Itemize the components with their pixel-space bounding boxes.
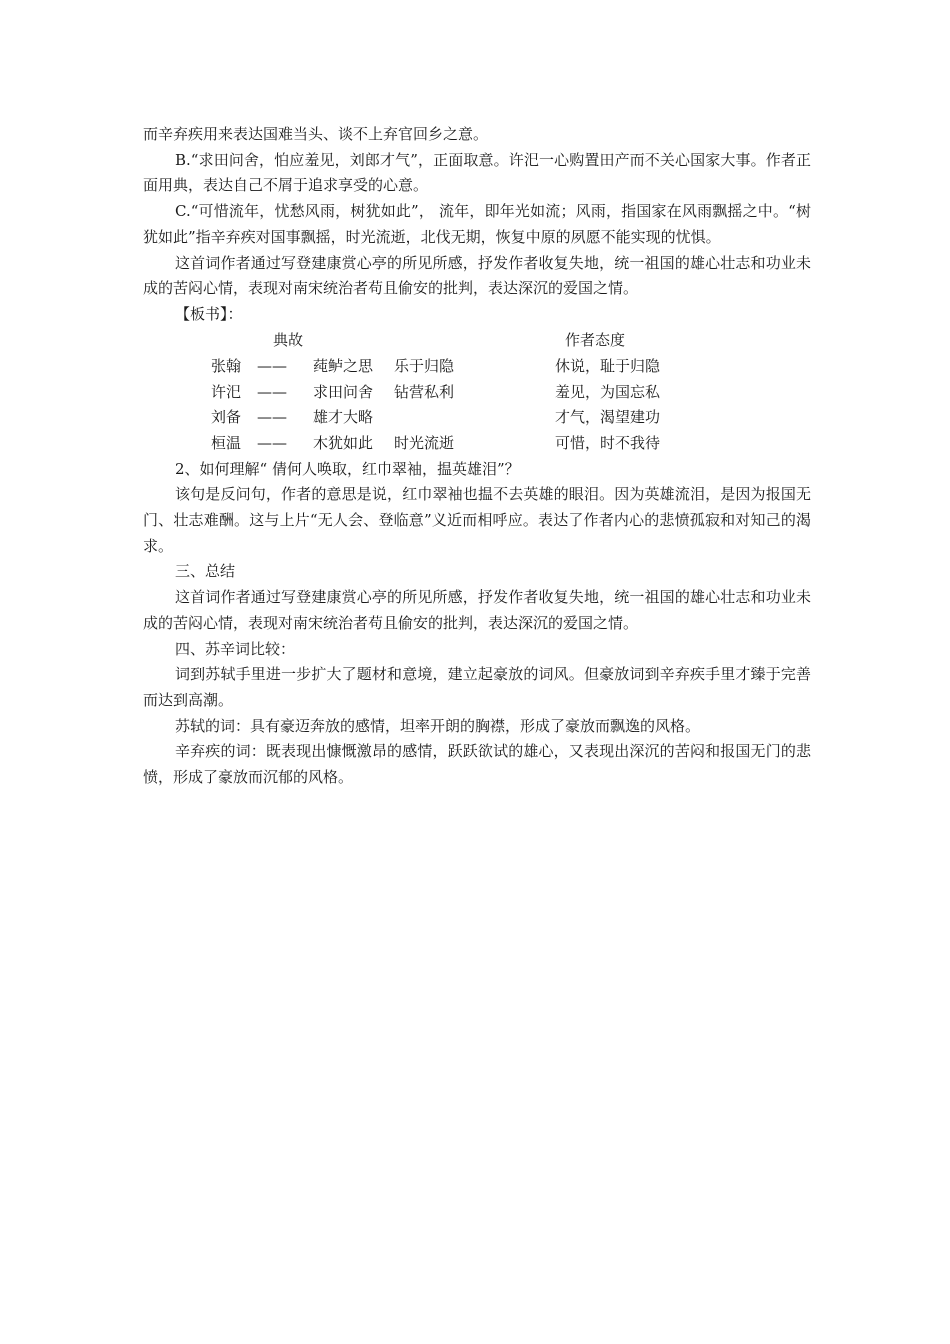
document-body: [143, 122, 811, 791]
board-row: [143, 380, 811, 406]
board-column-headers: [143, 328, 811, 354]
summary-heading: 三、总结: [175, 562, 236, 581]
board-row-meaning: 时光流逝: [394, 433, 455, 452]
question-2-answer: 该句是反问句，作者的意思是说，红巾翠袖也揾不去英雄的眼泪。因为英雄流泪，是因为报国无门、壮志难酬。这与上片“无人会、登临意”义近而相呼应。表达了作者内心的悲愤孤寂和对知己的渴求。: [143, 485, 811, 555]
compare-paragraph-xin: 辛弃疾的词：既表现出慷慨激昂的感情，跃跃欲试的雄心，又表现出深沉的苦闷和报国无门的悲愤，形成了豪放而沉郁的风格。: [143, 742, 811, 787]
compare-paragraph-1: 词到苏轼手里进一步扩大了题材和意境，建立起豪放的词风。但豪放词到辛弃疾手里才臻于完善而达到高潮。: [143, 665, 811, 709]
board-col-attitude: 作者态度: [565, 330, 626, 349]
board-row-allusion: 木犹如此: [313, 433, 374, 452]
board-title: 【板书】：: [175, 304, 243, 323]
board-row-dash: ——: [257, 408, 287, 427]
paragraph-continuation: 而辛弃疾用来表达国难当头、谈不上弃官回乡之意。: [143, 125, 489, 143]
summary-text: 这首词作者通过写登建康赏心亭的所见所感，抒发作者收复失地，统一祖国的雄心壮志和功业未成的苦闷心情，表现对南宋统治者苟且偷安的批判，表达深沉的爱国之情。: [143, 588, 811, 632]
board-row-attitude: 羞见，为国忘私: [555, 382, 661, 401]
board-row: [143, 354, 811, 380]
board-col-allusion: 典故: [273, 330, 304, 349]
board-row-name: 刘备: [211, 408, 242, 427]
board-row-allusion: 雄才大略: [313, 408, 374, 427]
board-row-name: 许汜: [211, 382, 242, 401]
board-header: [143, 302, 811, 328]
paragraph-theme: 这首词作者通过写登建康赏心亭的所见所感，抒发作者收复失地，统一祖国的雄心壮志和功业未成的苦闷心情，表现对南宋统治者苟且偷安的批判，表达深沉的爱国之情。: [143, 253, 811, 298]
board-row-attitude: 才气，渴望建功: [555, 408, 661, 427]
board-row-attitude: 休说，耻于归隐: [555, 356, 661, 375]
question-2-heading: 2、如何理解“ 倩何人唤取，红巾翠袖，揾英雄泪”？: [175, 459, 520, 478]
board-row-dash: ——: [257, 433, 287, 452]
board-row-name: 张翰: [211, 356, 242, 375]
paragraph-b: B.“求田问舍，怕应羞见，刘郎才气”，正面取意。许汜一心购置田产而不关心国家大事。作者正面用典，表达自己不屑于追求享受的心意。: [143, 150, 811, 195]
board-row-meaning: 钻营私利: [394, 382, 455, 401]
board-row: [143, 405, 811, 431]
board-row-meaning: 乐于归隐: [394, 356, 455, 375]
compare-heading: 四、苏辛词比较：: [175, 639, 296, 658]
board-row-allusion: 求田问舍: [313, 382, 374, 401]
compare-paragraph-sushi: 苏轼的词：具有豪迈奔放的感情，坦率开朗的胸襟，形成了豪放而飘逸的风格。: [175, 716, 701, 735]
board-row-dash: ——: [257, 382, 287, 401]
board-row-dash: ——: [257, 356, 287, 375]
paragraph-c: C.“可惜流年，忧愁风雨，树犹如此”， 流年，即年光如流；风雨，指国家在风雨飘摇之中。“树犹如此”指辛弃疾对国事飘摇，时光流逝，北伐无期，恢复中原的夙愿不能实现的忧惧。: [143, 202, 811, 246]
board-row-attitude: 可惜，时不我待: [555, 433, 661, 452]
board-row-name: 桓温: [211, 433, 242, 452]
board-row-allusion: 莼鲈之思: [313, 356, 374, 375]
board-row: [143, 431, 811, 457]
